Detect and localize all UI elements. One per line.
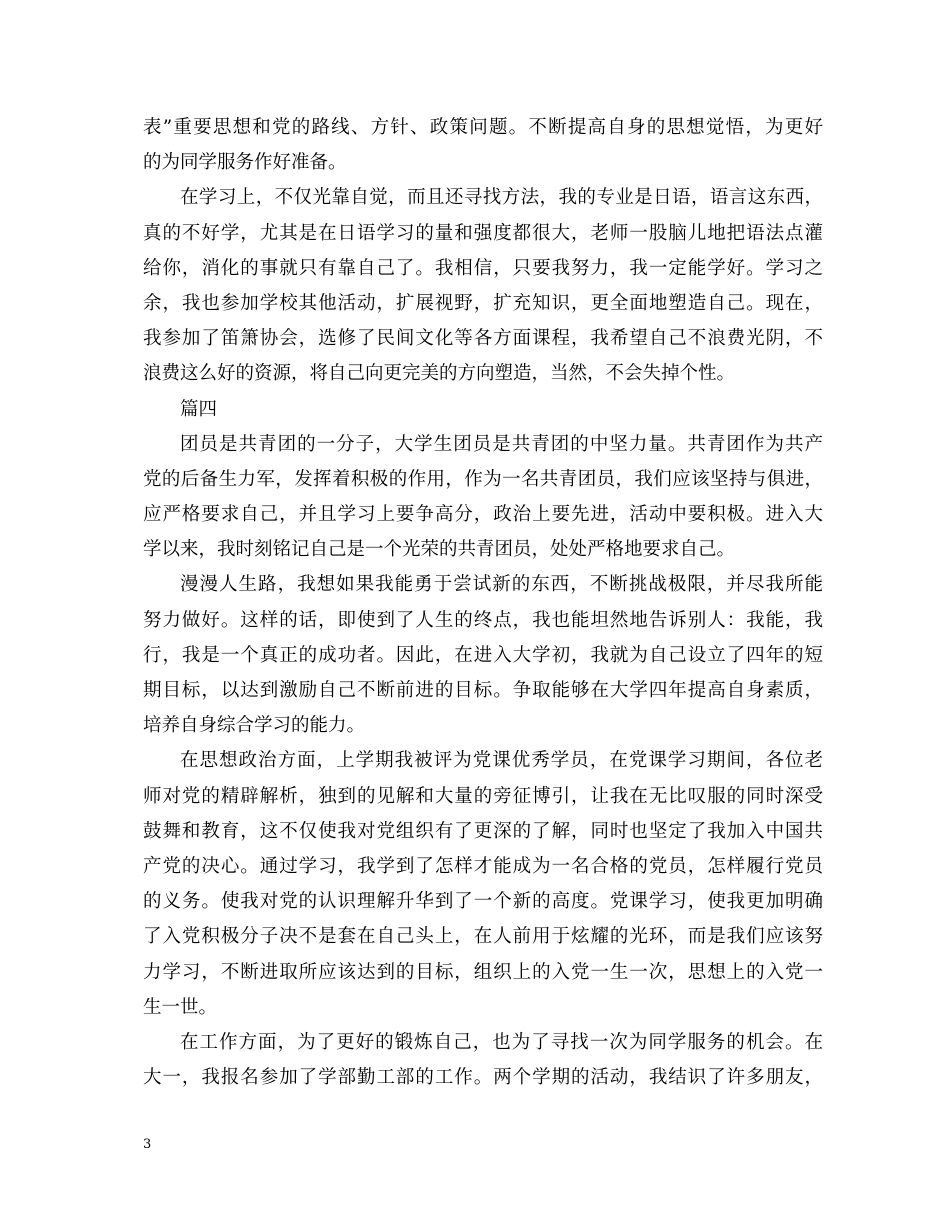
text-line: 的为同学服务作好准备。 xyxy=(143,152,347,174)
text-line: 学以来，我时刻铭记自己是一个光荣的共青团员，处处严格地要求自己。 xyxy=(143,539,736,561)
text-line: 漫漫人生路，我想如果我能勇于尝试新的东西，不断挑战极限，并尽我所能 xyxy=(180,574,823,596)
text-line: 行，我是一个真正的成功者。因此，在进入大学初，我就为自己设立了四年的短 xyxy=(143,644,823,666)
text-line: 期目标，以达到激励自己不断前进的目标。争取能够在大学四年提高自身素质， xyxy=(143,680,823,701)
text-line: 在学习上，不仅光靠自觉，而且还寻找方法，我的专业是日语，语言这东西， xyxy=(180,187,823,209)
text-line: 力学习，不断进取所应该达到的目标，组织上的入党一生一次，思想上的入党一 xyxy=(143,961,823,983)
text-line: 我参加了笛箫协会，选修了民间文化等各方面课程，我希望自己不浪费光阴，不 xyxy=(143,328,823,350)
text-line: 真的不好学，尤其是在日语学习的量和强度都很大，老师一股脑儿地把语法点灌 xyxy=(143,222,823,244)
text-line: 培养自身综合学习的能力。 xyxy=(143,715,366,737)
section-heading: 篇四 xyxy=(180,398,218,420)
text-line: 产党的决心。通过学习，我学到了怎样才能成为一名合格的党员，怎样履行党员 xyxy=(143,855,823,877)
text-line: 在工作方面，为了更好的锻炼自己，也为了寻找一次为同学服务的机会。在 xyxy=(180,1031,823,1053)
text-line: 师对党的精辟解析，独到的见解和大量的旁征博引，让我在无比叹服的同时深受 xyxy=(143,785,823,807)
text-line: 团员是共青团的一分子，大学生团员是共青团的中坚力量。共青团作为共产 xyxy=(180,433,823,455)
body-text xyxy=(143,110,823,1095)
text-line: 了入党积极分子决不是套在自己头上，在人前用于炫耀的光环，而是我们应该努 xyxy=(143,926,823,948)
text-line: 浪费这么好的资源，将自己向更完美的方向塑造，当然，不会失掉个性。 xyxy=(143,363,736,385)
text-line: 努力做好。这样的话，即使到了人生的终点，我也能坦然地告诉别人：我能，我 xyxy=(143,609,823,631)
text-line: 应严格要求自己，并且学习上要争高分，政治上要先进，活动中要积极。进入大 xyxy=(143,504,823,526)
text-line: 的义务。使我对党的认识理解升华到了一个新的高度。党课学习，使我更加明确 xyxy=(143,891,823,913)
text-line: 表”重要思想和党的路线、方针、政策问题。不断提高自身的思想觉悟，为更好 xyxy=(143,117,823,138)
text-line: 鼓舞和教育，这不仅使我对党组织有了更深的了解，同时也坚定了我加入中国共 xyxy=(143,820,823,842)
text-line: 党的后备生力军，发挥着积极的作用，作为一名共青团员，我们应该坚持与俱进， xyxy=(143,468,823,490)
text-line: 余，我也参加学校其他活动，扩展视野，扩充知识，更全面地塑造自己。现在， xyxy=(143,292,823,314)
text-line: 大一，我报名参加了学部勤工部的工作。两个学期的活动，我结识了许多朋友， xyxy=(143,1067,823,1089)
text-line: 在思想政治方面，上学期我被评为党课优秀学员，在党课学习期间，各位老 xyxy=(180,750,823,772)
page-number: 3 xyxy=(143,1137,152,1152)
text-line: 生一世。 xyxy=(143,996,218,1018)
text-line: 给你，消化的事就只有靠自己了。我相信，只要我努力，我一定能学好。学习之 xyxy=(143,257,823,279)
